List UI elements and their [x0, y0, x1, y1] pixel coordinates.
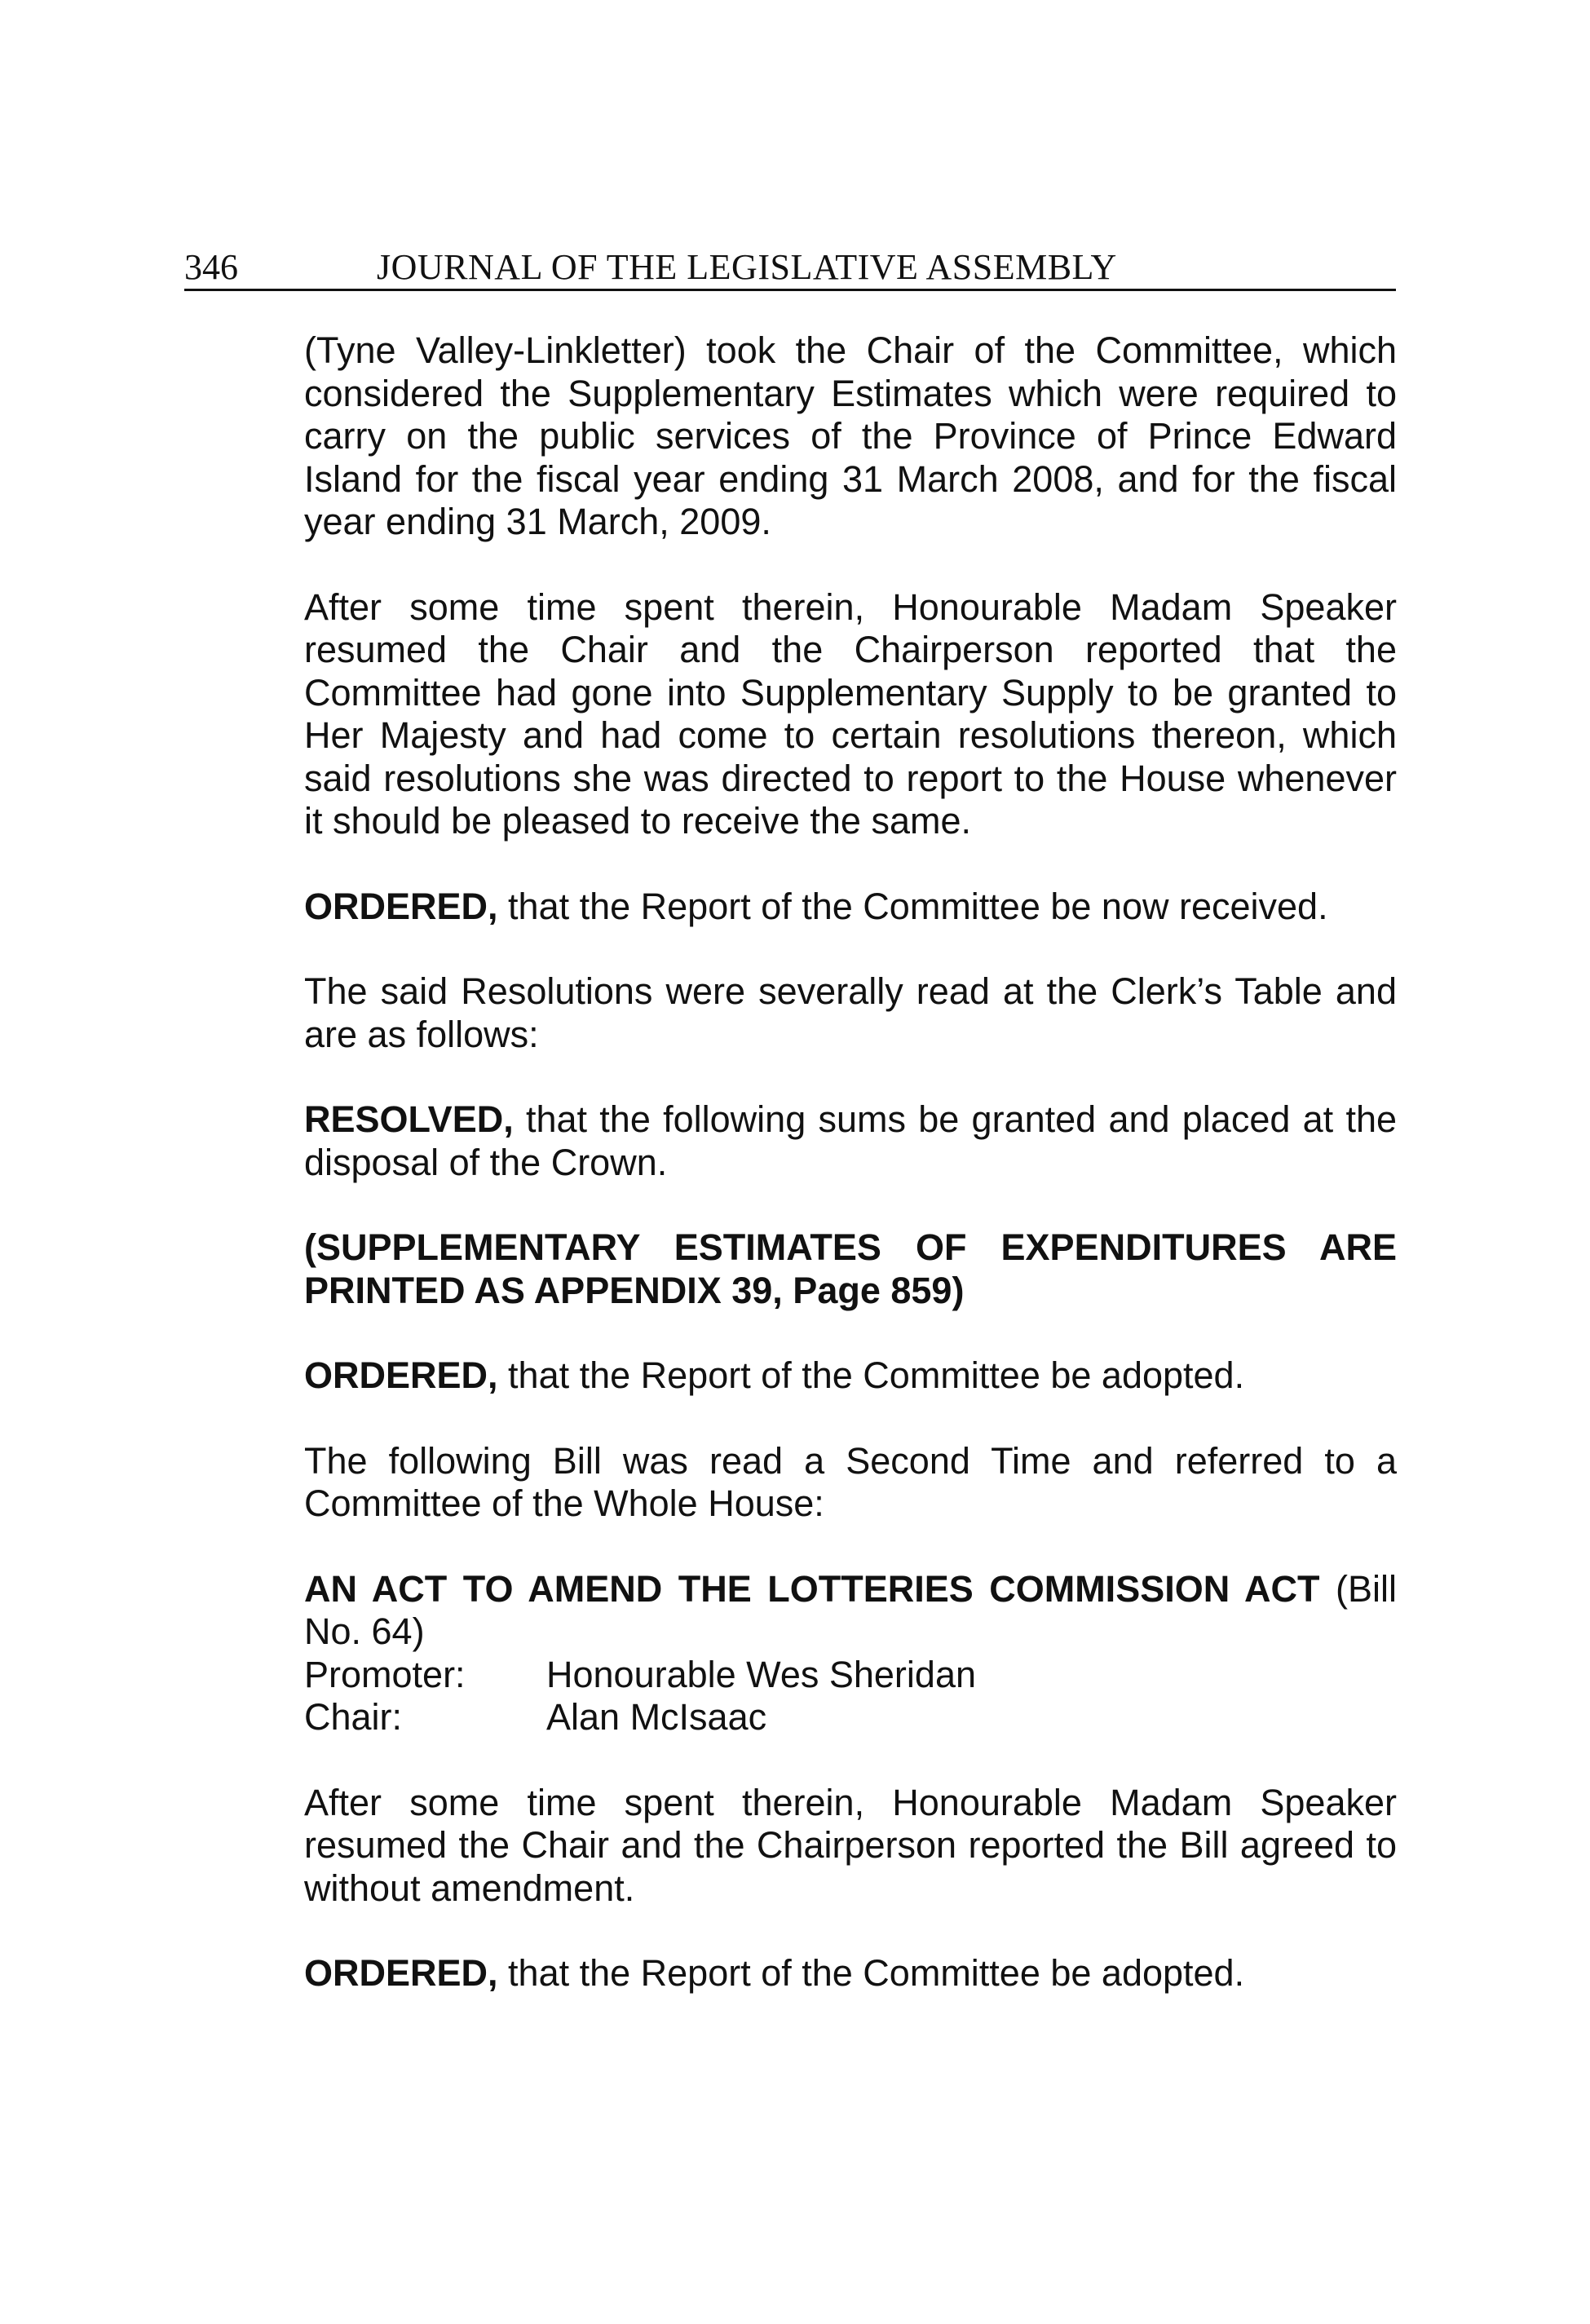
ordered-lead: ORDERED,	[304, 1354, 498, 1396]
bill-chair-row	[304, 1696, 1397, 1739]
paragraph-resolved	[304, 1098, 1397, 1184]
running-title: JOURNAL OF THE LEGISLATIVE ASSEMBLY	[377, 247, 1117, 287]
ordered-lead: ORDERED,	[304, 1952, 498, 1994]
chair-value: Alan McIsaac	[546, 1696, 767, 1738]
paragraph-ordered-received	[304, 886, 1397, 929]
paragraph-resolutions-read: The said Resolutions were severally read at the Clerk’s Table and are as follows:	[304, 970, 1397, 1055]
paragraph-appendix-note: (SUPPLEMENTARY ESTIMATES OF EXPENDITURES ARE PRINTED AS APPENDIX 39, Page 859)	[304, 1226, 1397, 1311]
resolved-lead: RESOLVED,	[304, 1098, 514, 1140]
ordered-text: that the Report of the Committee be adopted.	[497, 1354, 1245, 1396]
paragraph-ordered-adopted	[304, 1354, 1397, 1398]
resolved-text: that the following sums be granted and placed at the disposal of the Crown.	[304, 1098, 1397, 1183]
paragraph-speaker-resumed: After some time spent therein, Honourable Madam Speaker resumed the Chair and the Chairperson reported that the Committee had gone into Supplementary Supply to be granted to Her Majesty and had come to certain resolutions thereon, which said resolutions she was directed to report to the House whenever it should be pleased to receive the same.	[304, 585, 1397, 842]
promoter-value: Honourable Wes Sheridan	[546, 1653, 976, 1695]
paragraph-ordered-adopted-final	[304, 1952, 1397, 1995]
bill-title: AN ACT TO AMEND THE LOTTERIES COMMISSION ACT	[304, 1567, 1320, 1610]
paragraph-committee-chair: (Tyne Valley-Linkletter) took the Chair of the Committee, which considered the Supplementary Estimates which were required to carry on the public services of the Province of Prince Edward Island for the fiscal year ending 31 March 2008, and for the fiscal year ending 31 March, 2009.	[304, 329, 1397, 542]
paragraph-second-reading: The following Bill was read a Second Time and referred to a Committee of the Whole House:	[304, 1439, 1397, 1524]
journal-body	[304, 329, 1397, 2038]
bill-number: (Bill No. 64)	[304, 1567, 1398, 1652]
ordered-text: that the Report of the Committee be now received.	[497, 885, 1328, 927]
promoter-label: Promoter:	[304, 1653, 466, 1695]
bill-entry	[304, 1568, 1397, 1739]
ordered-text: that the Report of the Committee be adopted.	[497, 1952, 1245, 1994]
ordered-lead: ORDERED,	[304, 885, 498, 927]
page-header	[184, 246, 1396, 291]
page-number: 346	[184, 247, 238, 287]
chair-label: Chair:	[304, 1696, 403, 1738]
paragraph-bill-reported: After some time spent therein, Honourable Madam Speaker resumed the Chair and the Chairperson reported the Bill agreed to without amendment.	[304, 1781, 1397, 1909]
bill-promoter-row	[304, 1654, 1397, 1697]
bill-title-line	[304, 1568, 1397, 1654]
